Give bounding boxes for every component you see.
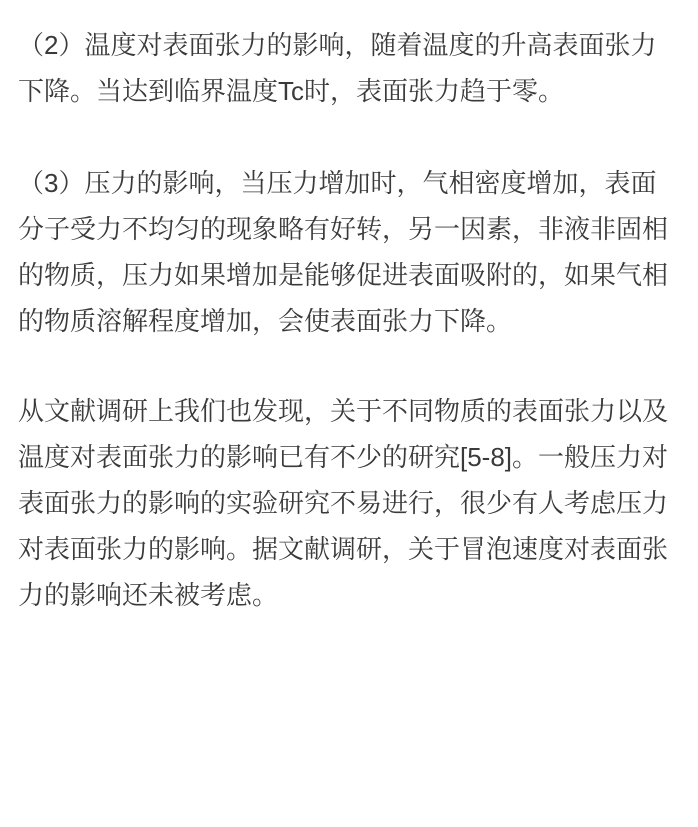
paragraph-spacer-1 [18,114,682,160]
paragraph-pressure-effect: （3）压力的影响，当压力增加时，气相密度增加，表面分子受力不均匀的现象略有好转，另一因素，非液非固相的物质，压力如果增加是能够促进表面吸附的，如果气相的物质溶解程度增加，会使表面张力下降。 [18,168,669,336]
paragraph-temperature-effect: （2）温度对表面张力的影响，随着温度的升高表面张力下降。当达到临界温度Tc时，表面张力趋于零。 [18,30,657,106]
paragraph-spacer-2 [18,344,682,388]
paragraph-literature-review: 从文献调研上我们也发现，关于不同物质的表面张力以及温度对表面张力的影响已有不少的研究[5-8]。一般压力对表面张力的影响的实验研究不易进行，很少有人考虑压力对表面张力的影响。据文献调研，关于冒泡速度对表面张力的影响还未被考虑。 [18,396,669,610]
